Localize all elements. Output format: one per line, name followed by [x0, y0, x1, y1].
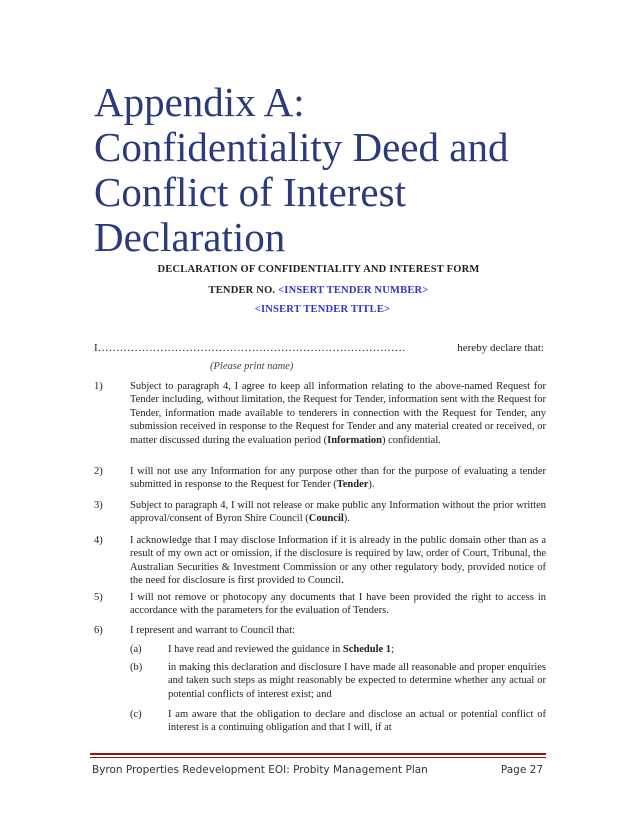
subitem-number: (b): [130, 662, 143, 673]
footer-document-title: Byron Properties Redevelopment EOI: Probity Management Plan: [92, 764, 428, 776]
subitem-number: (a): [130, 644, 142, 655]
footer-divider-thin: [90, 757, 546, 758]
subitem-number: (c): [130, 709, 142, 720]
declaration-name-blank: I…………………………………………………………………………: [94, 342, 406, 354]
paragraph-1: [94, 380, 546, 447]
paragraph-text: I will not use any Information for any purpose other than for the purpose of evaluating a tender submitted in response to the Request for Tender (Tender).: [130, 466, 546, 491]
tender-number-label: TENDER NO.: [208, 285, 276, 296]
paragraph-number: 4): [94, 535, 103, 546]
declaration-suffix: hereby declare that:: [457, 342, 544, 354]
paragraph-5: [94, 591, 546, 618]
paragraph-text: I represent and warrant to Council that:: [130, 625, 296, 636]
paragraph-4: [94, 534, 546, 588]
footer-divider-thick: [90, 753, 546, 755]
paragraph-text: I will not remove or photocopy any documents that I have been provided the right to access in accordance with the parameters for the evaluation of Tenders.: [130, 592, 546, 617]
paragraph-number: 5): [94, 592, 103, 603]
print-name-caption: (Please print name): [210, 361, 294, 372]
title-line-2: Confidentiality Deed and: [94, 124, 509, 170]
tender-title-placeholder: <INSERT TENDER TITLE>: [254, 304, 391, 315]
tender-number-placeholder: <INSERT TENDER NUMBER>: [278, 285, 429, 296]
form-heading: DECLARATION OF CONFIDENTIALITY AND INTEREST FORM: [157, 264, 480, 275]
paragraph-text: Subject to paragraph 4, I will not release or make public any Information without the prior written approval/consent of Byron Shire Council (Council).: [130, 500, 546, 525]
subitem-c: [130, 708, 546, 735]
paragraph-3: [94, 499, 546, 526]
paragraph-number: 3): [94, 500, 103, 511]
paragraph-number: 6): [94, 625, 103, 636]
subitem-text: I am aware that the obligation to declare and disclose an actual or potential conflict of interest is a continuing obligation and that I will, if at: [168, 709, 546, 734]
page-title: [94, 80, 614, 260]
paragraph-number: 2): [94, 466, 103, 477]
footer-page-number: Page 27: [500, 764, 543, 776]
tender-number-line: [0, 285, 637, 296]
paragraph-text: Subject to paragraph 4, I agree to keep all information relating to the above-named Request for Tender including, without limitation, the Request for Tender, information sent with the Request for Tender, information made available to tenderers in connection with the Request for Tender, any submission received in response to the Request for Tender and any material created or received, or matter discussed during the evaluation period (Information) confidential.: [130, 381, 546, 446]
paragraph-number: 1): [94, 381, 103, 392]
title-line-1: Appendix A:: [94, 79, 305, 125]
declaration-line: [94, 342, 544, 354]
subitem-a: [130, 643, 546, 656]
subitem-text: I have read and reviewed the guidance in Schedule 1;: [168, 644, 394, 655]
paragraph-2: [94, 465, 546, 492]
paragraph-6: [94, 624, 546, 637]
subitem-text: in making this declaration and disclosure I have made all reasonable and proper enquiries and taken such steps as might reasonably be expected to determine whether any actual or potential conflicts of interest exist; and: [168, 662, 546, 700]
title-line-3: Conflict of Interest: [94, 169, 406, 215]
title-line-4: Declaration: [94, 214, 286, 260]
subitem-b: [130, 661, 546, 701]
paragraph-text: I acknowledge that I may disclose Information if it is already in the public domain other than as a result of my own act or omission, if the disclosure is required by law, order of Court, Tribunal, the Australian Securities & Investment Commission or any other regulatory body, provided notice of the need for disclosure is first provided to Council.: [130, 535, 546, 587]
